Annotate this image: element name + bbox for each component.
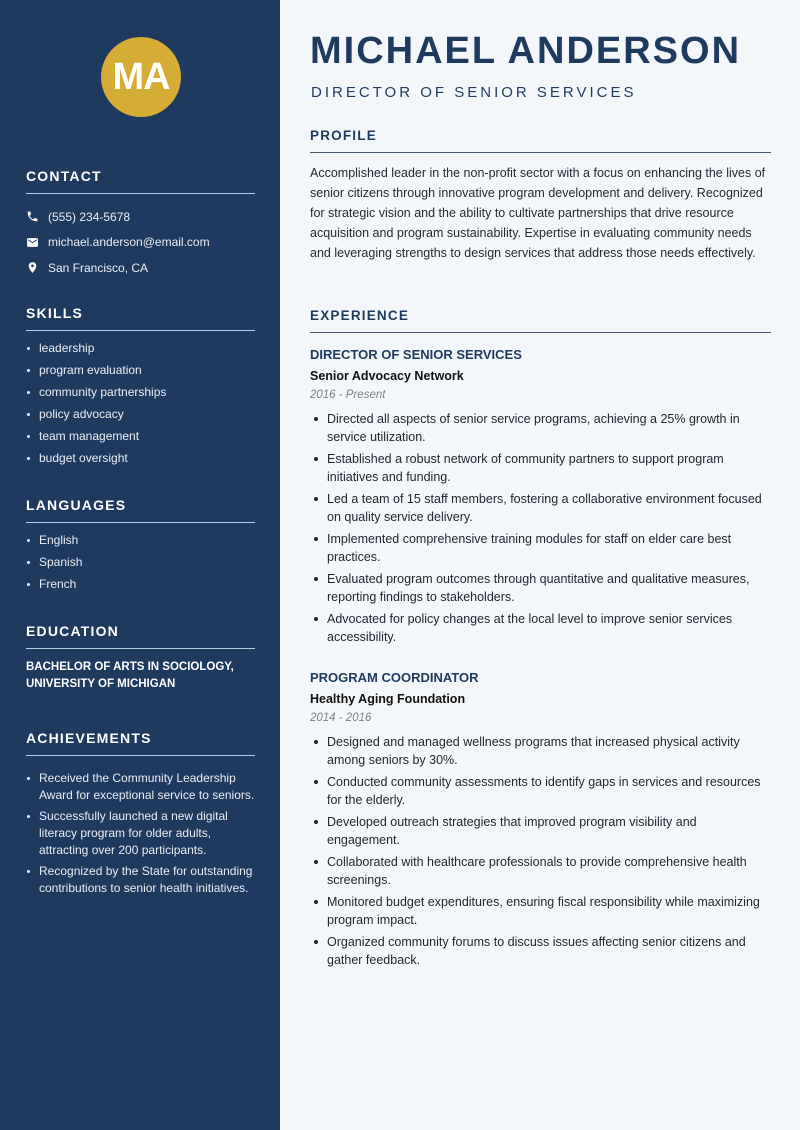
contact-location [26,255,255,281]
avatar: MA [101,37,181,117]
phone-text: (555) 234-5678 [48,209,131,224]
job-dates: 2016 - Present [310,389,386,401]
candidate-name: MICHAEL ANDERSON [310,30,742,72]
job-bullet: Implemented comprehensive training modules for staff on elder care best practices. [310,530,771,566]
education-degree: BACHELOR OF ARTS IN SOCIOLOGY, UNIVERSITY OF MICHIGAN [26,661,234,690]
contact-heading: CONTACT [26,168,255,194]
education-section [26,623,255,693]
skills-section [26,305,255,472]
job-bullet: Directed all aspects of senior service programs, achieving a 25% growth in service utilization. [310,410,771,446]
phone-icon [26,210,39,223]
skill-item: policy advocacy [26,406,255,423]
contact-section [26,168,255,281]
experience-heading: EXPERIENCE [310,308,771,333]
job-bullet: Collaborated with healthcare professionals to provide comprehensive health screenings. [310,853,771,889]
sidebar [0,0,280,1130]
contact-phone [26,204,255,230]
job-bullet: Designed and managed wellness programs that increased physical activity among seniors by 30%. [310,733,771,769]
language-item: Spanish [26,554,255,571]
achievements-heading: ACHIEVEMENTS [26,730,255,756]
achievement-item: Successfully launched a new digital literacy program for older adults, attracting over 200 participants. [26,808,255,859]
contact-email [26,230,255,256]
email-text: michael.anderson@email.com [48,235,210,250]
profile-section [310,128,771,263]
languages-list [26,532,255,593]
profile-heading: PROFILE [310,128,771,153]
achievement-item: Received the Community Leadership Award for exceptional service to seniors. [26,770,255,804]
job-bullet: Conducted community assessments to identify gaps in services and resources for the elderly. [310,773,771,809]
job-bullet: Led a team of 15 staff members, fostering a collaborative environment focused on quality service delivery. [310,490,771,526]
job-entry [310,670,771,973]
skill-item: budget oversight [26,450,255,467]
experience-section [310,308,771,333]
job-bullet: Developed outreach strategies that improved program visibility and engagement. [310,813,771,849]
languages-section [26,497,255,598]
job-title: PROGRAM COORDINATOR [310,670,479,685]
job-bullet: Monitored budget expenditures, ensuring fiscal responsibility while maximizing program impact. [310,893,771,929]
achievement-item: Recognized by the State for outstanding contributions to senior health initiatives. [26,863,255,897]
contact-list [26,204,255,281]
job-bullet: Advocated for policy changes at the local level to improve senior services accessibility. [310,610,771,646]
skill-item: team management [26,428,255,445]
job-company: Senior Advocacy Network [310,369,464,383]
profile-text: Accomplished leader in the non-profit sector with a focus on enhancing the lives of senior citizens through innovative program development and delivery. Recognized for strategic vision and the ability to cultivate partnerships that drive resource acquisition and program sustainability. Expertise in evaluating community needs and leveraging strengths to design services that address those needs effectively. [310,166,766,260]
skills-heading: SKILLS [26,305,255,331]
job-bullet: Established a robust network of community partners to support program initiatives and funding. [310,450,771,486]
job-company: Healthy Aging Foundation [310,692,466,706]
job-title: DIRECTOR OF SENIOR SERVICES [310,347,522,362]
location-text: San Francisco, CA [48,260,149,275]
job-bullets [310,410,771,646]
skill-item: leadership [26,340,255,357]
location-pin-icon [26,261,39,274]
achievements-section [26,730,255,901]
education-heading: EDUCATION [26,623,255,649]
achievements-list [26,770,255,897]
skill-item: community partnerships [26,384,255,401]
skills-list [26,340,255,467]
candidate-title: DIRECTOR OF SENIOR SERVICES [311,84,637,101]
job-bullet: Evaluated program outcomes through quantitative and qualitative measures, reporting findings to stakeholders. [310,570,771,606]
job-entry [310,347,771,650]
email-icon [26,236,39,249]
language-item: English [26,532,255,549]
skill-item: program evaluation [26,362,255,379]
job-bullet: Organized community forums to discuss issues affecting senior citizens and gather feedback. [310,933,771,969]
language-item: French [26,576,255,593]
languages-heading: LANGUAGES [26,497,255,523]
job-bullets [310,733,771,969]
job-dates: 2014 - 2016 [310,712,372,724]
